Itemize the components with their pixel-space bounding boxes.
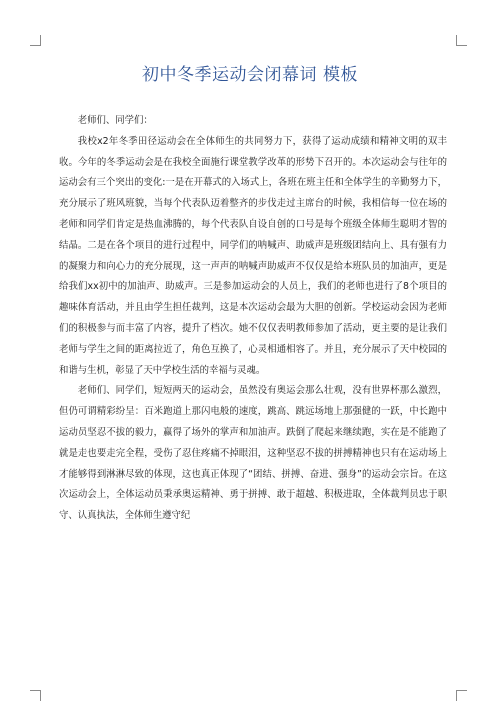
crop-mark-top-left bbox=[30, 35, 41, 46]
crop-mark-bottom-right bbox=[456, 690, 467, 701]
crop-mark-top-right bbox=[456, 35, 467, 46]
document-body bbox=[59, 111, 447, 527]
document-title: 初中冬季运动会闭幕词 模板 bbox=[142, 65, 358, 85]
greeting: 老师们、同学们： bbox=[77, 115, 153, 126]
crop-mark-bottom-left bbox=[30, 690, 41, 701]
paragraph-2: 老师们、同学们，短短两天的运动会，虽然没有奥运会那么壮观，没有世界杯那么激烈，但仍可谓精彩纷呈：百米跑道上那闪电般的速度，跳高、跳远场地上那强健的一跃，中长跑中运动员坚忍不拔的毅力，赢得了场外的掌声和加油声。跌倒了爬起来继续跑，实在是不能跑了就是走也要走完全程，受伤了忍住疼痛不掉眼泪，这种坚忍不拔的拼搏精神也只有在运动场上才能够得到淋淋尽致的体现，这也真正体现了“团结、拼搏、奋进、强身”的运动会宗旨。在这次运动会上，全体运动员秉承奥运精神、勇于拼搏、敢于超越、积极进取，全体裁判员忠于职守、认真执法，全体师生遵守纪 bbox=[59, 385, 447, 522]
paragraph-1: 我校x2年冬季田径运动会在全体师生的共同努力下，获得了运动成绩和精神文明的双丰收。今年的冬季运动会是在我校全面施行课堂教学改革的形势下召开的。本次运动会与往年的运动会有三个突出的变化:一是在开幕式的入场式上，各班在班主任和全体学生的辛勤努力下，充分展示了班风班貌，当每个代表队迈着整齐的步伐走过主席台的时候，我相信每一位在场的老师和同学们肯定是热血沸腾的，每个代表队自设自创的口号是每个班级全体师生聪明才智的结晶。二是在各个项目的进行过程中，同学们的呐喊声、助威声是班级团结向上、具有强有力的凝聚力和向心力的充分展现，这一声声的呐喊声助威声不仅仅是给本班队员的加油声，更是给我们xx初中的加油声、助威声。三是参加运动会的人员上，我们的老师也进行了8个项目的趣味体育活动，并且由学生担任裁判，这是本次运动会最为大胆的创新。学校运动会因为老师们的积极参与而丰富了内容，提升了档次。她不仅仅表明教师参加了活动，更主要的是让我们老师与学生之间的距离拉近了，角色互换了，心灵相通相容了。并且，充分展示了天中校园的和谐与生机，彰显了天中学校生活的幸福与灵魂。 bbox=[59, 135, 447, 376]
